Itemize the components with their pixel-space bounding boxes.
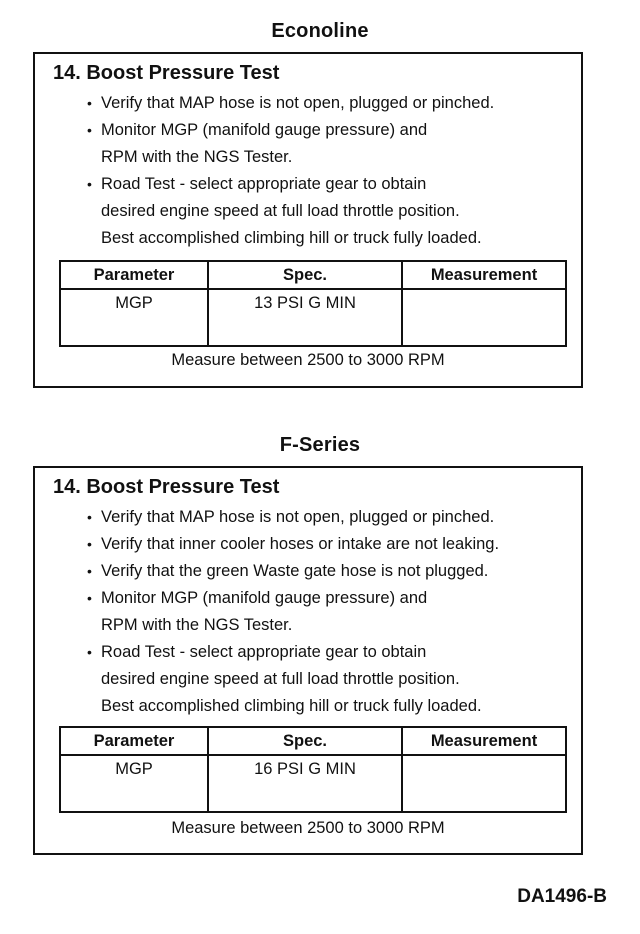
econoline-test-box <box>33 52 583 388</box>
measurement-cell <box>402 755 566 812</box>
econoline-spec-table <box>59 260 567 347</box>
bullet-item: • Road Test - select appropriate gear to obtain desired engine speed at full load throttle position. Best accomplished climbing hill or truck fully loaded. <box>85 639 575 720</box>
table-row <box>60 289 566 346</box>
bullet-icon: • <box>87 176 92 192</box>
parameter-cell: MGP <box>60 755 208 812</box>
f-series-spec-table <box>59 726 567 813</box>
bullet-icon: • <box>87 509 92 525</box>
bullet-item: • Verify that MAP hose is not open, plugged or pinched. <box>85 90 575 117</box>
bullet-item: • Verify that the green Waste gate hose is not plugged. <box>85 558 575 585</box>
figure-reference-code: DA1496-B <box>517 886 607 907</box>
bullet-icon: • <box>87 644 92 660</box>
f-series-footnote: Measure between 2500 to 3000 RPM <box>171 819 445 837</box>
bullet-item: • Monitor MGP (manifold gauge pressure) and RPM with the NGS Tester. <box>85 585 575 639</box>
f-series-test-heading: 14. Boost Pressure Test <box>53 476 280 498</box>
econoline-title: Econoline <box>271 20 369 42</box>
measurement-header: Measurement <box>402 261 566 289</box>
table-header-row <box>60 727 566 755</box>
bullet-icon: • <box>87 563 92 579</box>
econoline-bullet-list <box>85 90 575 252</box>
bullet-item: • Verify that inner cooler hoses or intake are not leaking. <box>85 531 575 558</box>
bullet-item: • Monitor MGP (manifold gauge pressure) and RPM with the NGS Tester. <box>85 117 575 171</box>
parameter-header: Parameter <box>60 261 208 289</box>
bullet-item: • Road Test - select appropriate gear to obtain desired engine speed at full load throttle position. Best accomplished climbing hill or truck fully loaded. <box>85 171 575 252</box>
bullet-icon: • <box>87 536 92 552</box>
f-series-title: F-Series <box>279 434 361 456</box>
bullet-icon: • <box>87 590 92 606</box>
f-series-bullet-list <box>85 504 575 720</box>
spec-cell: 16 PSI G MIN <box>208 755 402 812</box>
spec-header: Spec. <box>208 261 402 289</box>
measurement-header: Measurement <box>402 727 566 755</box>
measurement-cell <box>402 289 566 346</box>
econoline-test-heading: 14. Boost Pressure Test <box>53 62 280 84</box>
parameter-header: Parameter <box>60 727 208 755</box>
bullet-item: • Verify that MAP hose is not open, plugged or pinched. <box>85 504 575 531</box>
bullet-icon: • <box>87 122 92 138</box>
bullet-icon: • <box>87 95 92 111</box>
table-header-row <box>60 261 566 289</box>
spec-cell: 13 PSI G MIN <box>208 289 402 346</box>
spec-header: Spec. <box>208 727 402 755</box>
econoline-footnote: Measure between 2500 to 3000 RPM <box>171 351 445 369</box>
f-series-test-box <box>33 466 583 855</box>
table-row <box>60 755 566 812</box>
parameter-cell: MGP <box>60 289 208 346</box>
